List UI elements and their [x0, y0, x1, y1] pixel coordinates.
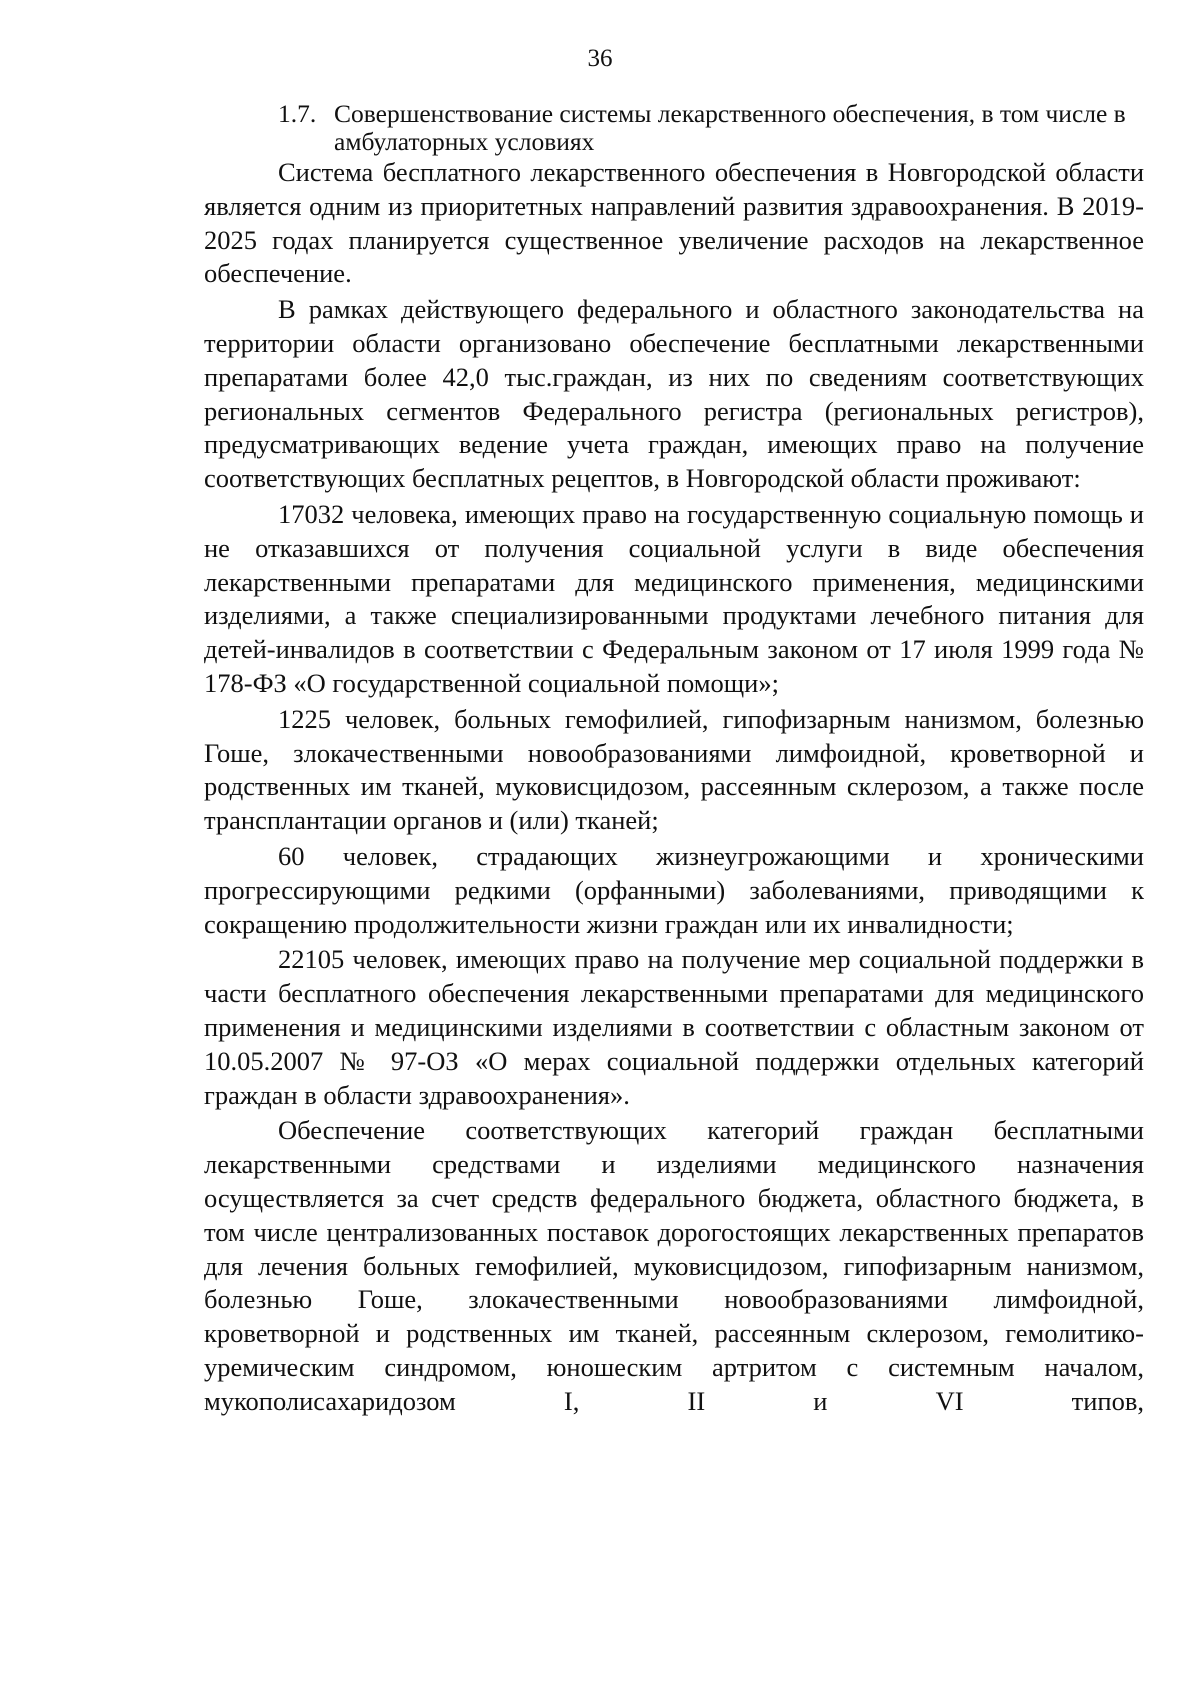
paragraph-regional-support: 22105 человек, имеющих право на получение мер социальной поддержки в части бесплатного обеспечения лекарственными препаратами для медицинского применения и медицинскими изделиями в соответствии с областным законом от 10.05.2007 № 97-ОЗ «О мерах социальной поддержки отдельных категорий граждан в области здравоохранения». [204, 944, 1144, 1110]
document-body [204, 156, 1144, 1418]
paragraph-legislation: В рамках действующего федерального и областного законодательства на территории области организовано обеспечение бесплатными лекарственными препаратами более 42,0 тыс.граждан, из них по сведениям соответствующих региональных сегментов Федерального регистра (региональных регистров), предусматривающих ведение учета граждан, имеющих право на получение соответствующих бесплатных рецептов, в Новгородской области проживают: [204, 294, 1144, 494]
paragraph-high-cost-nosologies: 1225 человек, больных гемофилией, гипофизарным нанизмом, болезнью Гоше, злокачественными новообразованиями лимфоидной, кроветворной и родственных им тканей, муковисцидозом, рассеянным склерозом, а также после трансплантации органов и (или) тканей; [204, 703, 1144, 836]
page-number: 36 [587, 45, 613, 72]
paragraph-social-assistance-citizens: 17032 человека, имеющих право на государственную социальную помощь и не отказавшихся от получения социальной услуги в виде обеспечения лекарственными препаратами для медицинского применения, медицинскими изделиями, а также специализированными продуктами лечебного питания для детей-инвалидов в соответствии с Федеральным законом от 17 июля 1999 года № 178-ФЗ «О государственной социальной помощи»; [204, 498, 1144, 698]
paragraph-drug-supply-system: Система бесплатного лекарственного обеспечения в Новгородской области является одним из приоритетных направлений развития здравоохранения. В 2019-2025 годах планируется существенное увеличение расходов на лекарственное обеспечение. [204, 157, 1144, 289]
paragraph-orphan-diseases: 60 человек, страдающих жизнеугрожающими и хроническими прогрессирующими редкими (орфанными) заболеваниями, приводящими к сокращению продолжительности жизни граждан или их инвалидности; [204, 840, 1144, 939]
section-title: Совершенствование системы лекарственного обеспечения, в том числе в амбулаторных условиях [334, 99, 1126, 156]
section-heading [278, 100, 1128, 156]
paragraph-funding-sources: Обеспечение соответствующих категорий граждан бесплатными лекарственными средствами и изделиями медицинского назначения осуществляется за счет средств федерального бюджета, областного бюджета, в том числе централизованных поставок дорогостоящих лекарственных препаратов для лечения больных гемофилией, муковисцидозом, гипофизарным нанизмом, болезнью Гоше, злокачественными новообразованиями лимфоидной, кроветворной и родственных им тканей, рассеянным склерозом, гемолитико-уремическим синдромом, юношеским артритом с системным началом, мукополисахаридозом I, II и VI типов, [204, 1115, 1144, 1416]
section-number: 1.7. [278, 99, 317, 128]
